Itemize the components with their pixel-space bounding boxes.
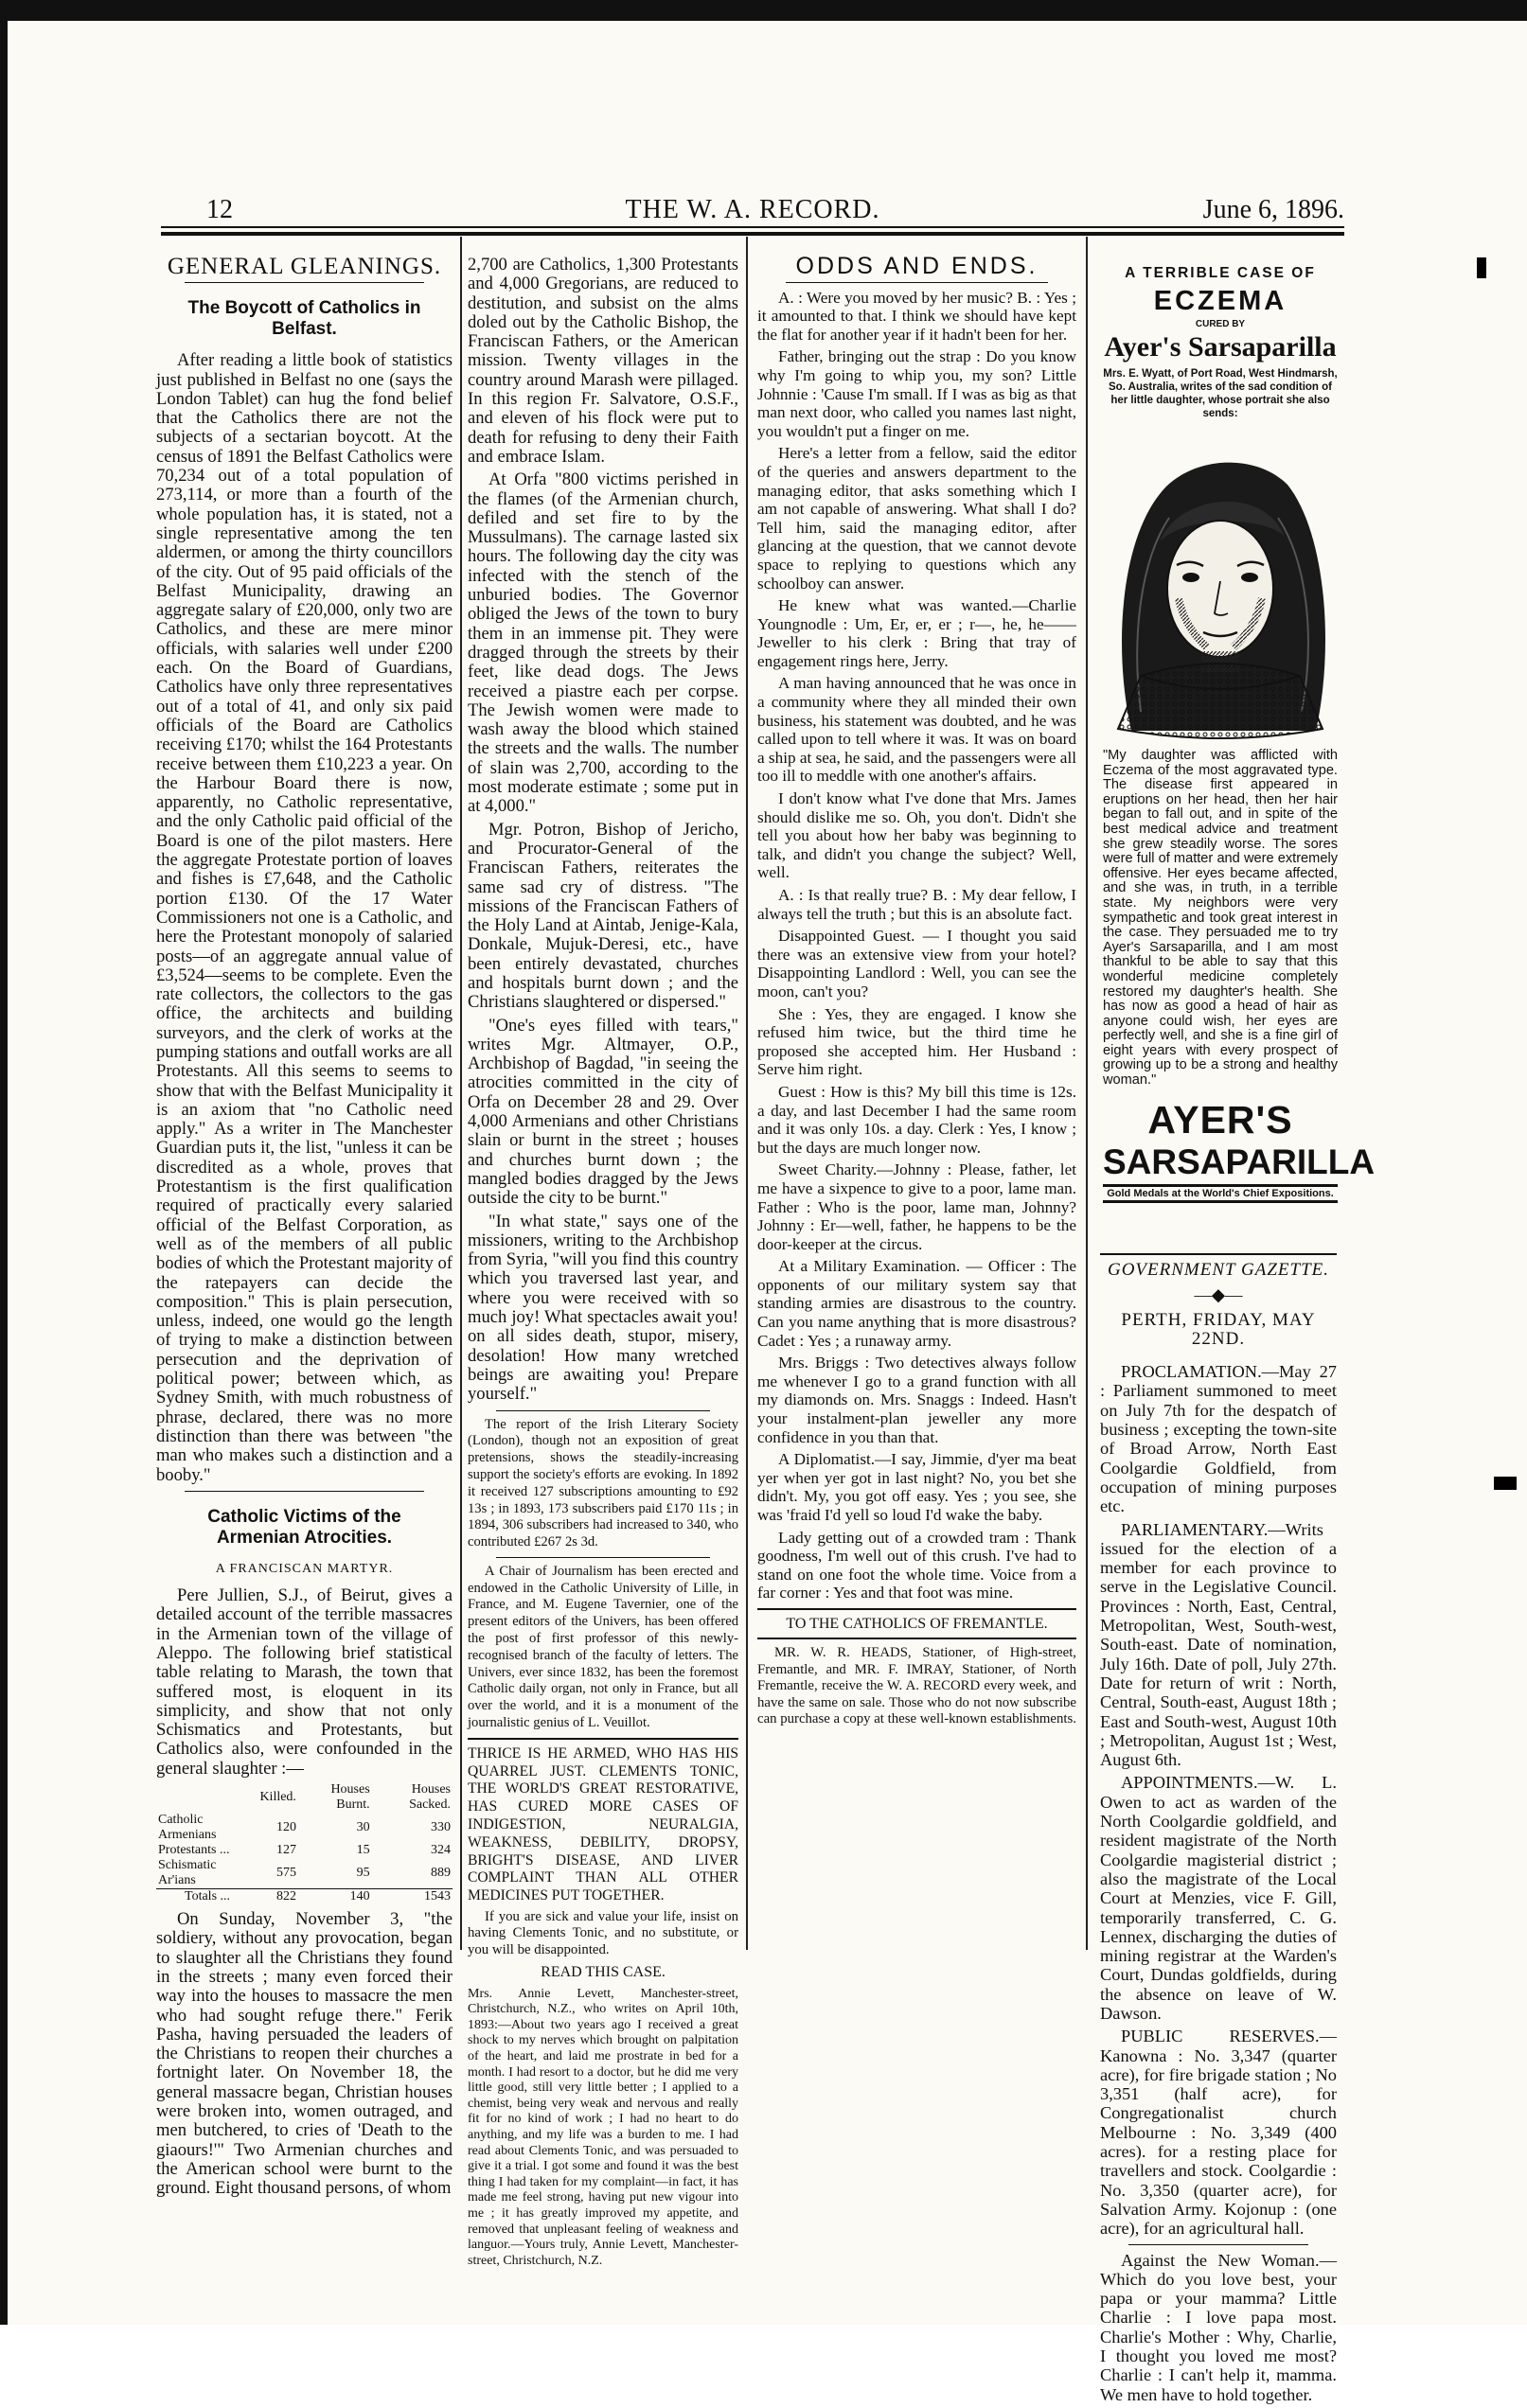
article-divider — [185, 1491, 424, 1492]
clements-tonic-advert — [468, 1745, 738, 2269]
article-paragraph: 2,700 are Catholics, 1,300 Protestants and 4,000 Gregorians, are reduced to destitution, and subsist on the alms doled out by the Catholic Bishop, the Franciscan Fathers, or the American mission. Twenty villages in the country around Marash were pillaged. In this region Fr. Salvatore, O.S.F., and eleven of his flock were put to death for refusing to deny their Faith and embrace Islam. — [468, 255, 738, 467]
table-cell: 575 — [275, 1866, 296, 1881]
gazette-paragraph: PUBLIC RESERVES.—Kanowna : No. 3,347 (quarter acre), for fire brigade station ; No 3,351 (half acre), for Congregationalist church Melbourne : No. 3,349 (400 acres). for a resting place for travellers and stock. Coolgardie : No. 3,350 (quarter acre), for Salvation Army. Kojonup : (one acre), for an agricultural hall. — [1100, 2027, 1337, 2239]
advert-subheading: READ THIS CASE. — [541, 1964, 666, 1981]
article-paragraph: Pere Jullien, S.J., of Beirut, gives a detailed account of the terrible massacres in the Armenian town of the village of Aleppo. The following brief statistical table relating to Marash, the town that suffered most, is eloquent in its simplicity, and show that not only Schismatics and Protestants, but Catholics also, were confounded in the general slaughter :— — [156, 1585, 453, 1779]
table-row — [156, 1813, 453, 1843]
masthead-title: THE W. A. RECORD. — [625, 195, 880, 224]
column-rule-3 — [1086, 237, 1088, 1950]
joke-item: Disappointed Guest. — I thought you said there was an extensive view from your hotel? Disappointing Landlord : Well, you can see the moon, can't you? — [757, 927, 1076, 1000]
gazette-divider — [1100, 1253, 1337, 1255]
page-number: 12 — [206, 195, 233, 224]
joke-item: At a Military Examination. — Officer : The opponents of our military system say that standing armies are disastrous to the country. Can you name anything that is more disastrous? Cadet : Yes ; a runaway army. — [757, 1257, 1076, 1350]
joke-item: Lady getting out of a crowded tram : Thank goodness, I'm well out of this crush. I've had to stand on one foot the whole time. Voice from a far corner : Yes and that foot was mine. — [757, 1528, 1076, 1602]
table-cell: 140 — [349, 1889, 370, 1904]
table-cell: 324 — [431, 1843, 451, 1858]
article-paragraph: Mgr. Potron, Bishop of Jericho, and Procurator-General of the Franciscan Fathers, reiterates the same sad cry of distress. "The missions of the Franciscan Fathers of the Holy Land at Aintab, Jenige-Kala, Donkale, Mujuk-Deresi, etc., have been entirely devastated, churches and hospitals burnt down ; and the Christians slaughtered or dispersed." — [468, 819, 738, 1013]
advert-brand-large: SARSAPARILLA — [1103, 1142, 1376, 1181]
joke-item: I don't know what I've done that Mrs. James should dislike me so. Oh, you don't. Didn't she tell you about how her baby was beginning to talk, and didn't you change the subject? Well, well. — [757, 789, 1076, 882]
joke-item: Guest : How is this? My bill this time is 12s. a day, and last December I had the same room and it was only 10s. a day. Clerk : Yes, I know ; but the days are much longer now. — [757, 1082, 1076, 1157]
notice-divider — [757, 1608, 1076, 1610]
article-paragraph: "In what state," says one of the missioners, writing to the Archbishop from Syria, "will you find this country which you traversed last year, and where you were received with so much joy! What spectacles await you! on all sides death, stupor, misery, desolation! How many wretched beings are awaiting you! Prepare yourself." — [468, 1211, 738, 1405]
header-rule-thin — [161, 226, 1344, 228]
joke-item: Mrs. Briggs : Two detectives always follow me whenever I go to a grand function with all my diamonds on. Mrs. Snaggs : Indeed. Hasn't your instalment-plan jeweller any more confidence in you than that. — [757, 1354, 1076, 1446]
table-row — [156, 1858, 453, 1889]
article-paragraph: At Orfa "800 victims perished in the flames (of the Armenian church, defiled and set fire to by the Mussulmans). The carnage lasted six hours. The following day the city was infected with the stench of the unburied bodies. The Governor obliged the Jews of the town to bury them in an immense pit. They were dragged through the streets by their feet, like dead dogs. The Jews received a piastre each per corpse. The Jewish women were made to wash away the blood which stained the streets and the walls. The number of slain was 2,700, according to the most moderate estimate ; some put in at 4,000." — [468, 469, 738, 817]
table-cell: Totals ... — [185, 1889, 231, 1904]
gazette-date: PERTH, FRIDAY, MAY 22ND. — [1121, 1309, 1316, 1349]
advert-line: CURED BY — [1195, 319, 1246, 329]
table-cell: 95 — [356, 1866, 370, 1881]
advert-brand: Ayer's Sarsaparilla — [1104, 331, 1337, 363]
advert-testimonial: "My daughter was afflicted with Eczema of the most aggravated type. The disease first appeared in eruptions on her head, then her hair began to fall out, and in spite of the best medical advice and treatment she grew steadily worse. The sores were full of matter and were extremely offensive. Her eyes became affected, and she was, in truth, in a terrible state. My neighbors were very sympathetic and took great interest in the case. They persuaded me to try Ayer's Sarsaparilla, and I am most thankful to be able to say that this wonderful medicine completely restored my daughter's health. She has now as good a head of hair as anyone could wish, her eyes are perfectly well, and she is a fine girl of eight years with every prospect of growing up to be a strong and healthy woman." — [1103, 748, 1338, 1089]
article-divider — [496, 1410, 710, 1411]
table-cell: Catholic Armenians — [158, 1813, 217, 1843]
table-header-cell: Houses Burnt. — [330, 1782, 370, 1813]
article-paragraph: After reading a little book of statistics just published in Belfast no one (says the London Tablet) can hug the fond belief that the Catholics there are not the subjects of a sectarian boycott. At the census of 1891 the Belfast Catholics were 70,234 out of a total population of 273,114, or more than a fourth of the whole population has, it is stated, not a single representative among the ten aldermen, or among the thirty councillors of the city. Out of 95 paid officials of the Belfast Municipality, drawing an aggregate salary of £20,000, only two are Catholics, and these are mere minor officials, with salaries well under £200 each. On the Board of Guardians, Catholics have only three representatives out of a total of 41, and only six paid officials of the Board are Catholics receiving £170; whilst the 164 Protestants receive between them £10,223 a year. On the Harbour Board there is now, apparently, no Catholic representative, and the only Catholic paid official of the Board is one of the pilot masters. Here the aggregate Protestate portion of loaves and fishes is £7,648, and the Catholic portion £130. Of the 17 Water Commissioners not one is a Catholic, and here the Protestant monopoly of salaried posts—of an aggregate annual value of £3,524—seems to be complete. Even the rate collectors, the collectors to the gas office, the architects and building surveyors, and the clerk of works at the pumping stations and outfall works are all Protestants. All this seems to seems to show that with the Belfast Municipality it is an axiom that "no Catholic need apply." As a writer in The Manchester Guardian puts it, the list, "unless it can be discredited as a whole, proves that Protestantism is the first qualification required of practically every salaried official of the Belfast Corporation, as well as of the members of all public bodies of which the Protestant majority of the ratepayers can decide the composition." This is plain persecution, unless, indeed, one would go the length of trying to make a distinction between persecution and the deprivation of political power; between which, as Sydney Smith, with much robustness of phrase, declared, there was no more distinction than there was between "the man who makes such a distinction and a booby." — [156, 350, 453, 1485]
page-header — [161, 189, 1344, 227]
government-gazette — [1100, 1248, 1337, 2408]
joke-item: A. : Were you moved by her music? B. : Yes ; it amounted to that. I think we should have kept the flat for another year if it hadn't been for her. — [757, 288, 1076, 344]
notice-divider — [757, 1638, 1076, 1639]
notice-text: MR. W. R. HEADS, Stationer, of High-street, Fremantle, and MR. F. IMRAY, Stationer, of North Fremantle, receive the W. A. RECORD every week, and have the same on sale. Those who do not now subscribe can purchase a copy at these well-known establishments. — [757, 1645, 1076, 1726]
section-title-general-gleanings: GENERAL GLEANINGS. — [167, 254, 442, 279]
joke-item: A man having announced that he was once in a community where they all minded their own business, his statement was doubted, and he was called upon to tell where it was. It was on board a ship at sea, he said, and the passengers were all too ill to meddle with one another's affairs. — [757, 674, 1076, 786]
gazette-paragraph: APPOINTMENTS.—W. L. Owen to act as warden of the North Coolgardie goldfield, and resident magistrate of the North Coolgardie magisterial district ; also the magistrate of the Local Court at Menzies, vice F. Gill, temporarily transferred, C. G. Lennex, discharging the duties of mining registrar at the Warden's Court, Dundas goldfields, during the absence on leave of W. Dawson. — [1100, 1773, 1337, 2023]
scan-border-top — [0, 0, 1527, 21]
scan-border-left — [0, 0, 8, 2325]
gazette-ornament: —◆— — [1194, 1285, 1243, 1305]
table-total-row — [156, 1889, 453, 1905]
advert-testimonial: Mrs. Annie Levett, Manchester-street, Christchurch, N.Z., who writes on April 10th, 1893:—About two years ago I received a great shock to my nerves which brought on palpitation of the heart, and laid me prostrate in bed for a month. I had resort to a doctor, but he did me very little good, still very little better ; I applied to a chemist, being very weak and nervous and really fit for no kind of work ; I had no heart to do anything, and my life was a burden to me. I had read about Clements Tonic, and was persuaded to give it a trial. I got some and found it was the best thing I had taken for my complaint—in fact, it has made me feel strong, having put new vigour into me ; it has greatly improved my appetite, and removed that unpleasant feeling of weakness and languor.—Yours truly, Annie Levett, Manchester-street, Christchurch, N.Z. — [468, 1986, 738, 2268]
table-header-cell: Killed. — [259, 1790, 296, 1805]
joke-item: Here's a letter from a fellow, said the editor of the queries and answers department to the managing editor, that asks something which I am not capable of answering. What shall I do? Tell him, said the managing editor, after glancing at the question, that we cannot devote space to replying to questions which any schoolboy can answer. — [757, 444, 1076, 593]
joke-item: He knew what was wanted.—Charlie Youngnodle : Um, Er, er, er ; r—, he, he—— Jeweller to his clerk : Bring that tray of engagement rings here, Jerry. — [757, 596, 1076, 670]
fremantle-notice — [757, 1616, 1076, 1727]
girl-portrait-illustration — [1103, 428, 1338, 740]
table-cell: 120 — [275, 1820, 296, 1835]
section-title-odds-and-ends: ODDS AND ENDS. — [795, 253, 1039, 279]
gazette-divider — [1128, 2244, 1308, 2245]
advert-divider — [468, 1738, 738, 1740]
joke-item: She : Yes, they are engaged. I know she refused him twice, but the third time he proposed she accepted him. Her Husband : Serve him right. — [757, 1004, 1076, 1079]
advert-headline: ECZEMA — [1153, 286, 1287, 316]
article-title-armenian: Catholic Victims of the Armenian Atrocities. — [207, 1506, 401, 1548]
article-title-boycott: The Boycott of Catholics in Belfast. — [187, 298, 421, 340]
marash-statistics-table — [156, 1782, 453, 1904]
table-cell: 822 — [275, 1889, 296, 1904]
gazette-paragraph: Against the New Woman.—Which do you love best, your papa or your mamma? Little Charlie : I love papa most. Charlie's Mother : Why, Charlie, I thought you loved me most? Charlie : I can't help it, mamma. We men have to hold together. — [1100, 2250, 1337, 2404]
section-divider — [786, 282, 1048, 283]
advert-medals-banner: Gold Medals at the World's Chief Expositions. — [1103, 1184, 1338, 1203]
table-cell: 15 — [356, 1843, 370, 1858]
article-kicker: A FRANCISCAN MARTYR. — [215, 1561, 394, 1576]
column-1 — [156, 248, 453, 2203]
gazette-title: GOVERNMENT GAZETTE. — [1107, 1260, 1329, 1280]
joke-item: Father, bringing out the strap : Do you know why I'm going to whip you, my son? Little Johnnie : 'Cause I'm small. If I was as big as that man next door, who called you names last night, you wouldn't put a finger on me. — [757, 347, 1076, 440]
news-brief-block — [468, 1417, 738, 1732]
advert-paragraph: If you are sick and value your life, insist on having Clements Tonic, and no substitute, or you will be disappointed. — [468, 1909, 738, 1957]
table-cell: 330 — [431, 1820, 451, 1835]
article-paragraph: "One's eyes filled with tears," writes Mgr. Altmayer, O.P., Archbishop of Bagdad, "in seeing the atrocities committed in the city of Orfa on December 28 and 29. Over 4,000 Armenians and other Christians slain or burnt in the street ; houses and churches burnt down ; the mangled bodies dragged by the Jews outside the city to be burnt." — [468, 1015, 738, 1209]
margin-mark-2 — [1494, 1477, 1517, 1490]
notice-heading: TO THE CATHOLICS OF FREMANTLE. — [786, 1615, 1048, 1632]
margin-mark-1 — [1477, 257, 1486, 278]
joke-item: A. : Is that really true? B. : My dear fellow, I always tell the truth ; but this is an absolute fact. — [757, 886, 1076, 923]
table-header-cell: Houses Sacked. — [409, 1782, 451, 1813]
gazette-paragraph: PARLIAMENTARY.—Writs issued for the election of a member for each province to serve in the Legislative Council. Provinces : North, East, Central, Metropolitan, West, South-west, South-east. Date of nomination, July 16th. Date of poll, July 27th. Date for return of writ : North, Central, South-east, August 18th ; East and South-west, August 10th ; Metropolitan, August 1st ; West, August 6th. — [1100, 1519, 1337, 1770]
issue-date: June 6, 1896. — [1202, 195, 1344, 224]
table-cell: 1543 — [424, 1889, 451, 1904]
column-2 — [468, 256, 738, 2269]
column-3 — [757, 248, 1076, 1727]
table-cell: 30 — [356, 1820, 370, 1835]
news-brief: A Chair of Journalism has been erected and endowed in the Catholic University of Lille, in France, and M. Eugene Tavernier, one of the present editors of the Univers, has been offered the post of first professor of this newly-recognised branch of the faculty of letters. The Univers, ever since 1832, has been the foremost Catholic daily organ, not only in France, but all over the world, and it is a monument of the journalistic genius of L. Veuillot. — [468, 1563, 738, 1731]
table-header-row — [156, 1782, 453, 1813]
article-paragraph: On Sunday, November 3, "the soldiery, without any provocation, began to slaughter all the Christians they found in the streets ; many even forced their way into the houses to massacre the men who had sought refuge there." Ferik Pasha, having persuaded the leaders of the Christians to reopen their churches a fortnight later. On November 18, the general massacre began, Christian houses were broken into, women outraged, and men butchered, to cries of 'Death to the giaours!'" Two Armenian churches and the American school were burnt to the ground. Eight thousand persons, of whom — [156, 1909, 453, 2199]
advert-heading: THRICE IS HE ARMED, WHO HAS HIS QUARREL JUST. CLEMENTS TONIC, THE WORLD'S GREAT RESTORATIVE, HAS CURED MORE CASES OF INDIGESTION, NEURALGIA, WEAKNESS, DEBILITY, DROPSY, BRIGHT'S DISEASE, AND LIVER COMPLAINT THAN ALL OTHER MEDICINES PUT TOGETHER. — [468, 1744, 738, 1904]
joke-item: A Diplomatist.—I say, Jimmie, d'yer ma beat yer when yer got in last night? No, you bet she didn't. My, you got off easy. Yes ; you see, she was 'fraid I'd yell so loud I'd wake the baby. — [757, 1450, 1076, 1524]
advert-brand-large: AYER'S — [1147, 1097, 1293, 1142]
joke-item: Sweet Charity.—Johnny : Please, father, let me have a sixpence to give to a poor, lame man. Father : Who is the poor, lame man, Johnny? Johnny : Er—well, father, he happens to be the door-keeper at the circus. — [757, 1160, 1076, 1253]
advert-intro: Mrs. E. Wyatt, of Port Road, West Hindmarsh, So. Australia, writes of the sad condition of her little daughter, whose portrait she also sends: — [1103, 368, 1338, 419]
section-divider — [185, 282, 424, 283]
header-rule-thick — [161, 232, 1344, 236]
news-brief: The report of the Irish Literary Society (London), though not an exposition of great pretensions, shows the steadily-increasing support the society's efforts are evoking. In 1892 it received 127 subscriptions amounting to £92 13s ; in 1893, 173 subscribers paid £170 11s ; in 1894, 306 subscribers had increased to 340, who contributed £267 2s 3d. — [468, 1416, 738, 1550]
table-cell: Protestants ... — [158, 1843, 230, 1858]
column-rule-1 — [460, 237, 462, 1950]
table-row — [156, 1843, 453, 1858]
table-cell: Schismatic Ar'ians — [158, 1858, 217, 1888]
table-cell: 889 — [431, 1866, 451, 1881]
column-rule-2 — [746, 237, 748, 1950]
article-divider — [496, 1557, 710, 1558]
advert-line: A TERRIBLE CASE OF — [1125, 265, 1316, 281]
table-cell: 127 — [275, 1843, 296, 1858]
table-header-cell — [156, 1782, 257, 1813]
ayers-sarsaparilla-advert — [1103, 265, 1376, 1203]
gazette-paragraph: PROCLAMATION.—May 27 : Parliament summoned to meet on July 7th for the despatch of business ; excepting the town-site of Broad Arrow, North East Coolgardie Goldfield, from occupation of mining purposes etc. — [1100, 1362, 1337, 1516]
